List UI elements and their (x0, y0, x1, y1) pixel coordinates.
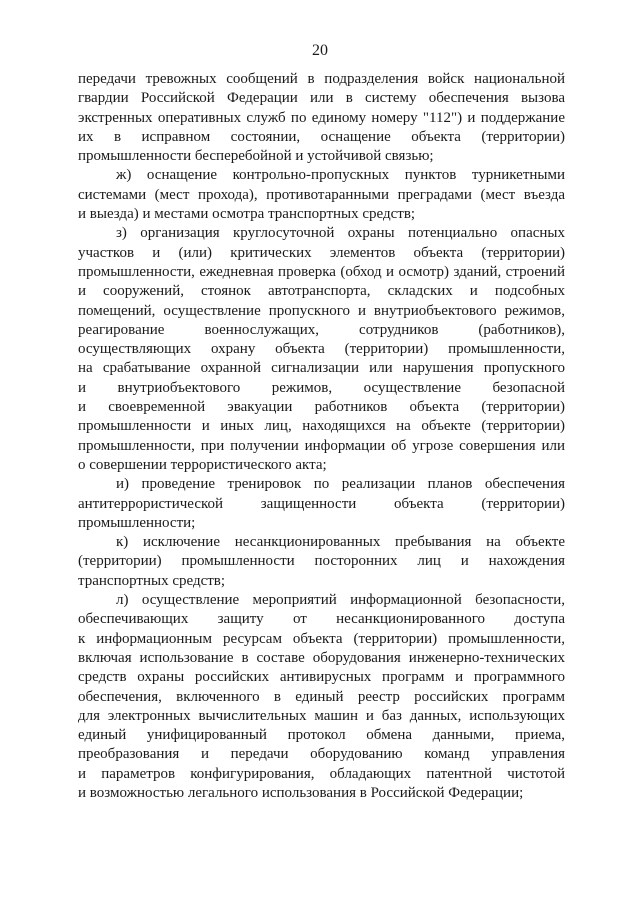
text-line: и параметров конфигурирования, обладающих патентной чистотой (78, 765, 565, 782)
text-line: промышленности, ежедневная проверка (обход и осмотр) зданий, строений (78, 263, 565, 280)
text-line: помещений, осуществление пропускного и внутриобъектового режимов, (78, 302, 565, 319)
text-line: и выезда) и местами осмотра транспортных средств; (78, 206, 416, 223)
text-line: к) исключение несанкционированных пребывания на объекте (116, 534, 565, 551)
text-line: промышленности и иных лиц, находящихся на объекте (территории) (78, 418, 565, 435)
text-line: средств охраны российских антивирусных программ и программного (78, 669, 565, 686)
text-line: гвардии Российской Федерации или в систему обеспечения вызова (78, 90, 565, 107)
text-line: единый унифицированный протокол обмена данными, приема, (78, 727, 565, 744)
text-line: и своевременной эвакуации работников объекта (территории) (78, 399, 565, 416)
text-line: промышленности, при получении информации об угрозе совершения или (78, 437, 565, 454)
text-line: промышленности бесперебойной и устойчивой связью; (78, 148, 434, 165)
text-line: транспортных средств; (78, 572, 226, 589)
text-line: и сооружений, стоянок автотранспорта, складских и подсобных (78, 283, 565, 300)
text-line: ж) оснащение контрольно-пропускных пунктов турникетными (116, 167, 565, 184)
text-line: и внутриобъектового режимов, осуществление безопасной (78, 379, 565, 396)
text-line: системами (мест прохода), противотаранными преградами (мест въезда (78, 186, 565, 203)
page-number: 20 (312, 42, 328, 59)
text-line: обеспечивающих защиту от несанкционированного доступа (78, 611, 565, 628)
text-line: и возможностью легального использования в Российской Федерации; (78, 784, 524, 801)
text-line: и) проведение тренировок по реализации планов обеспечения (116, 476, 565, 493)
text-line: з) организация круглосуточной охраны потенциально опасных (116, 225, 565, 242)
text-line: (территории) промышленности посторонних лиц и нахождения (78, 553, 565, 570)
text-line: обеспечения, включенного в единый реестр российских программ (78, 688, 565, 705)
text-line: промышленности; (78, 514, 196, 531)
text-line: на срабатывание охранной сигнализации или нарушения пропускного (78, 360, 565, 377)
document-body (78, 70, 565, 803)
text-line: участков и (или) критических элементов объекта (территории) (78, 244, 565, 261)
text-line: к информационным ресурсам объекта (территории) промышленности, (78, 630, 565, 647)
text-line: их в исправном состоянии, оснащение объекта (территории) (78, 128, 565, 145)
text-line: антитеррористической защищенности объекта (территории) (78, 495, 565, 512)
text-line: реагирование военнослужащих, сотрудников (работников), (78, 321, 565, 338)
text-line: передачи тревожных сообщений в подразделения войск национальной (78, 71, 565, 87)
text-line: для электронных вычислительных машин и баз данных, использующих (78, 707, 565, 724)
text-line: включая использование в составе оборудования инженерно-технических (78, 649, 565, 666)
text-line: л) осуществление мероприятий информационной безопасности, (116, 592, 565, 609)
text-line: экстренных оперативных служб по единому номеру "112") и поддержание (78, 109, 565, 126)
text-line: преобразования и передачи оборудованию команд управления (78, 746, 565, 763)
text-line: осуществляющих охрану объекта (территории) промышленности, (78, 341, 565, 358)
text-line: о совершении террористического акта; (78, 456, 327, 473)
